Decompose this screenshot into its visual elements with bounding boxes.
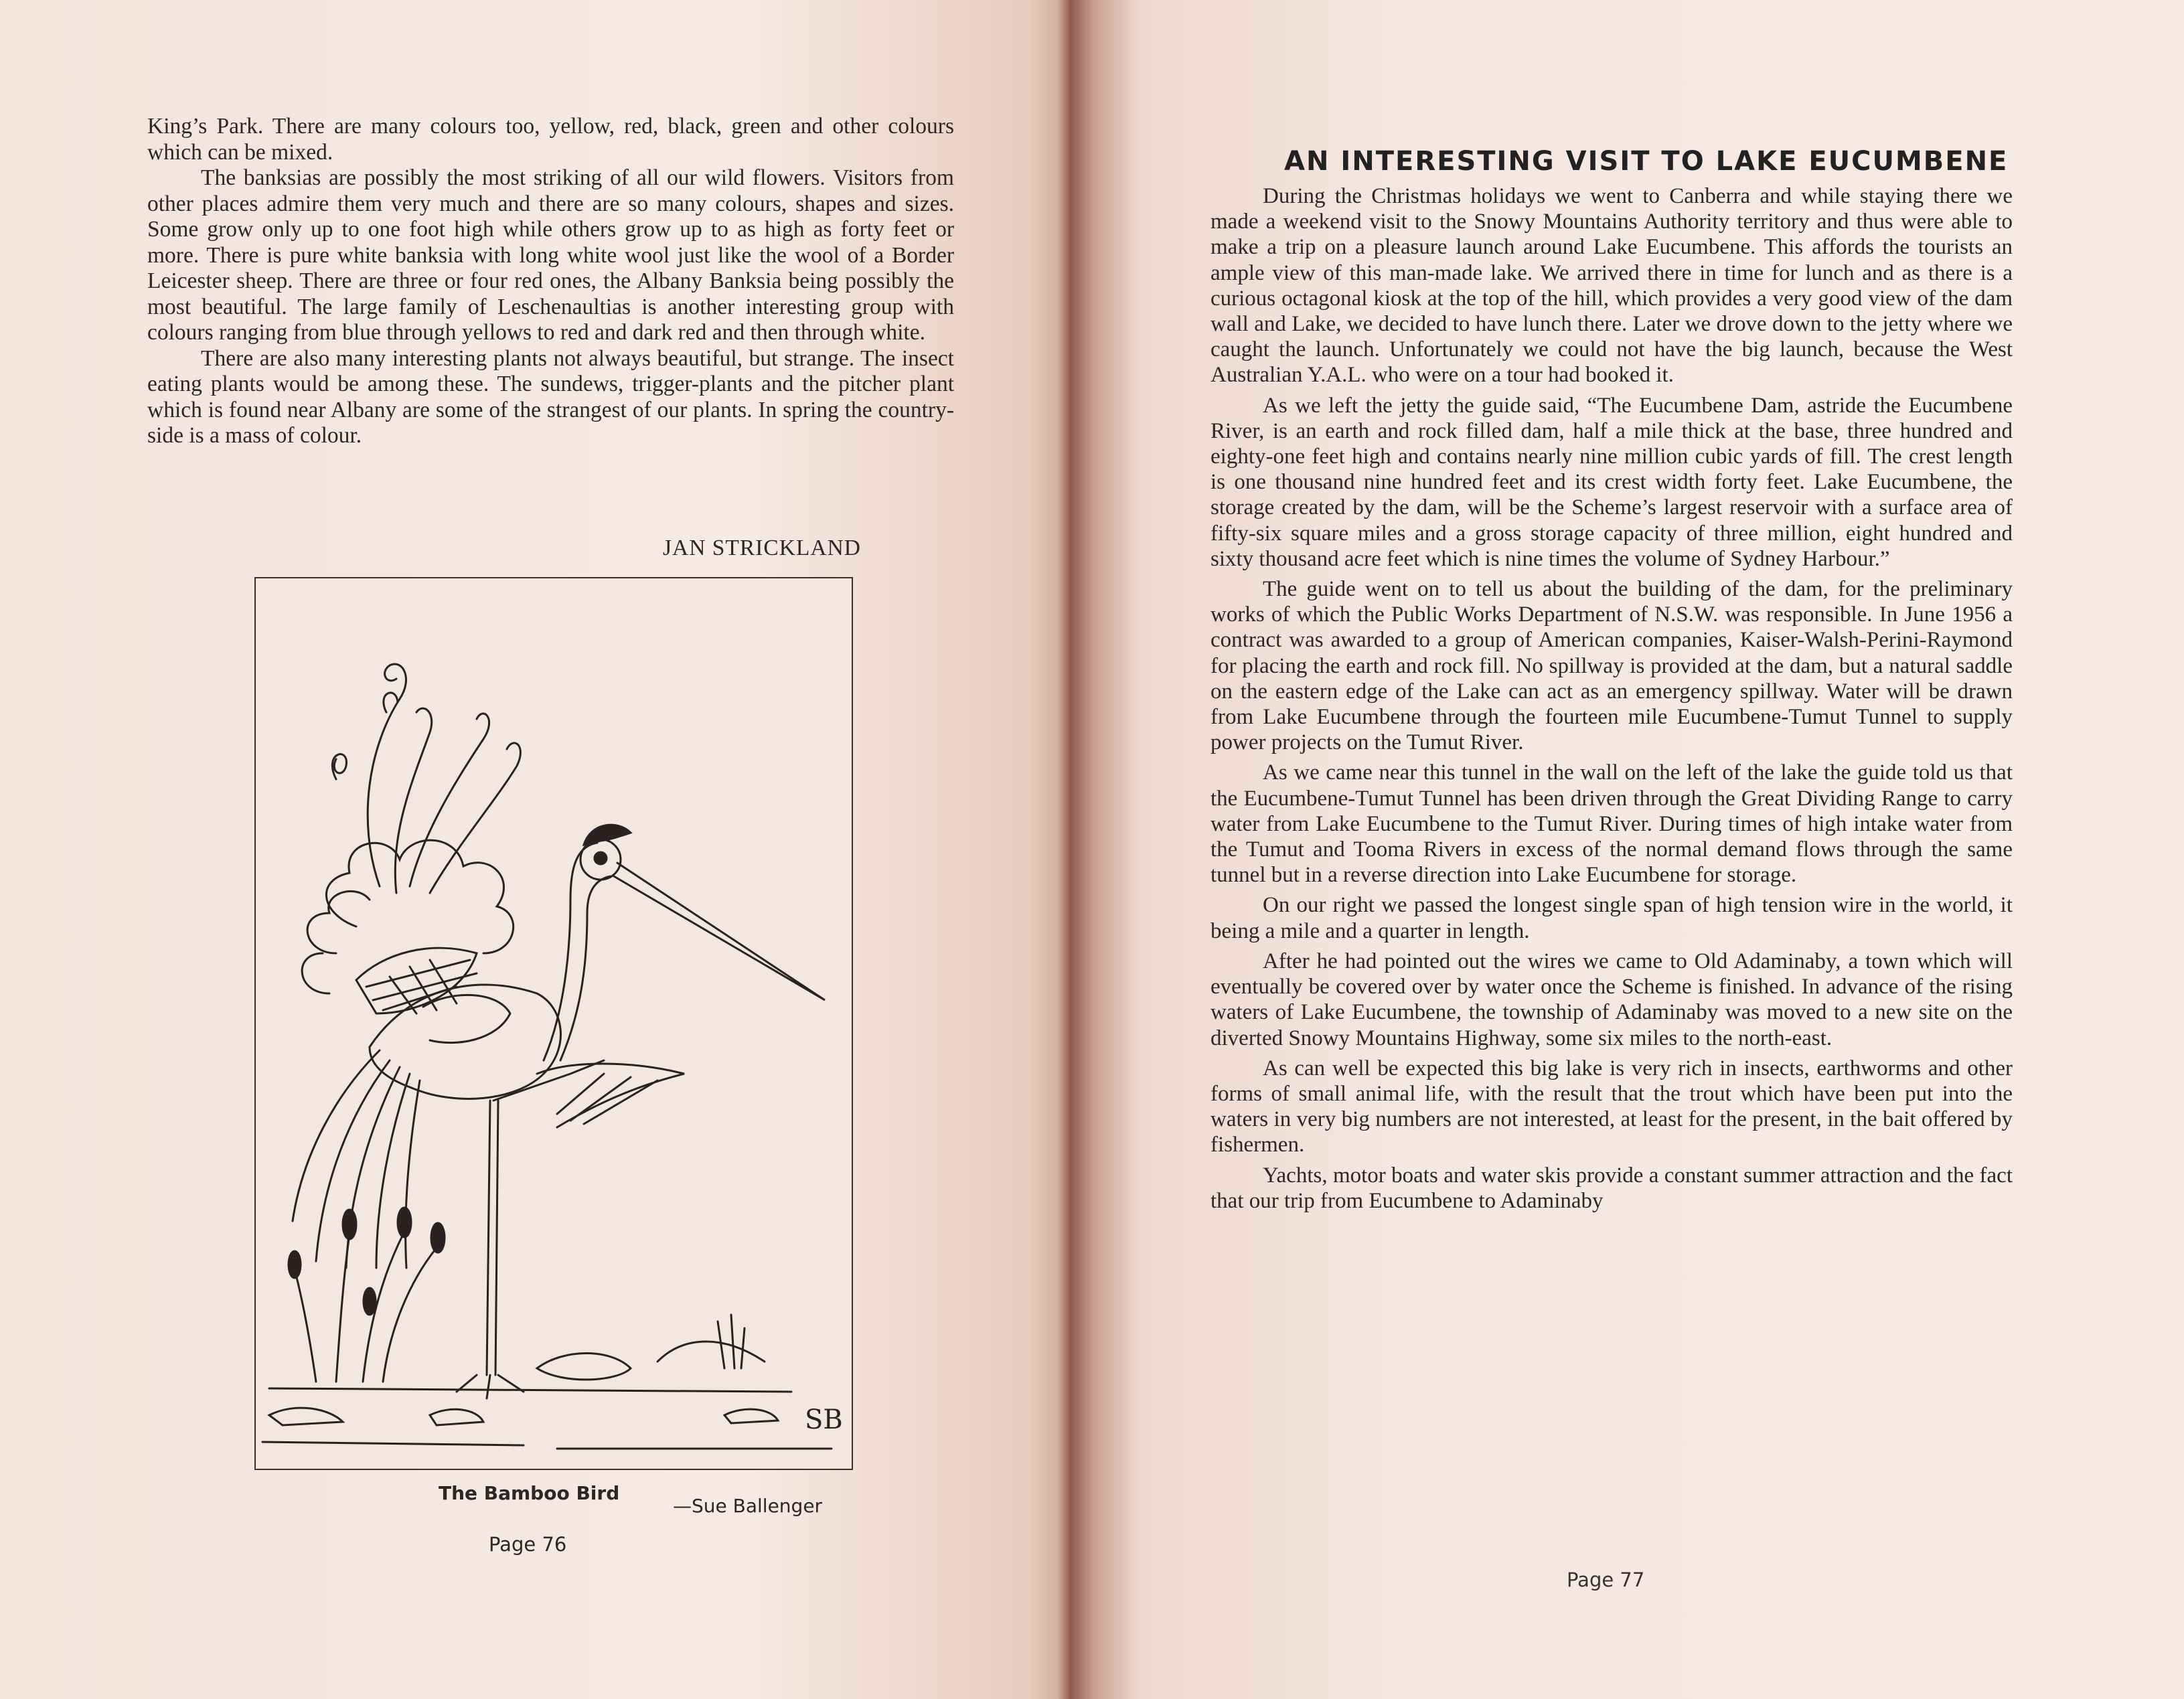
- reed-3: [383, 1248, 437, 1382]
- author-signature: JAN STRICKLAND: [663, 536, 861, 560]
- cloud-wing-base: [302, 953, 329, 993]
- bird-beak: [614, 863, 825, 1000]
- cattail-1: [343, 1210, 356, 1239]
- bird-foot: [457, 1375, 524, 1398]
- figure-credit: —Sue Ballenger: [673, 1495, 823, 1517]
- rock-middle: [430, 1409, 483, 1425]
- left-paragraph-2: The banksias are possibly the most striking of all our wild flowers. Visitors from other places admire them very much and there are so many colours, shapes and sizes. Some grow only up to one foot high while others grow up to as high as forty feet or more. There is pure white banksia with long white wool just like the wool of a Border Leicester sheep. There are three or four red ones, the Albany Banksia being possibly the most beautiful. The large family of Leschenaultias is another interesting group with colours ranging from blue through yellows to red and dark red and then through white.: [147, 165, 954, 345]
- ground-line: [269, 1388, 791, 1392]
- bird-neck-back: [560, 876, 611, 1060]
- right-paragraph-6: After he had pointed out the wires we came to Old Adaminaby, a town which will eventually be covered over by water once the Scheme is finished. In advance of the rising waters of Lake Eucumbene, the township of Adaminaby was moved to a new site on the diverted Snowy Mountains Highway, some six miles to the north-east.: [1211, 949, 2013, 1050]
- left-page-body: [147, 114, 954, 449]
- cattail-4: [289, 1251, 301, 1278]
- left-paragraph-1: King’s Park. There are many colours too, yellow, red, black, green and other colours which can be mixed.: [147, 114, 954, 165]
- bird-crest: [584, 825, 631, 845]
- figure-caption: The Bamboo Bird: [439, 1482, 620, 1504]
- bird-leg: [487, 1101, 498, 1375]
- cattail-3: [431, 1223, 445, 1252]
- bamboo-bird-drawing: [256, 578, 852, 1469]
- tail-feather-2: [346, 1067, 400, 1268]
- bird-eye: [595, 852, 607, 864]
- tail-feather-5: [293, 1050, 380, 1221]
- front-wing-lines: [557, 1074, 657, 1124]
- plume-swirl-left: [332, 754, 346, 779]
- right-paragraph-3: The guide went on to tell us about the building of the dam, for the preliminary works of which the Public Works Department of N.S.W. was responsible. In June 1956 a contract was awarded to a group of American companies, Kaiser-Walsh-Perini-Raymond for placing the earth and rock fill. No spillway is provided at the dam, but a natural saddle on the eastern edge of the Lake can act as an emergency spillway. Water will be drawn from Lake Eucumbene through the fourteen mile Eucumbene-Tumut Tunnel to supply power projects on the Tumut River.: [1211, 577, 2013, 755]
- right-paragraph-1: During the Christmas holidays we went to Canberra and while staying there we made a weekend visit to the Snowy Mountains Authority territory and thus were able to make a trip on a pleasure launch around Lake Eucumbene. This affords the tourists an ample view of this man-made lake. We arrived there in time for lunch and as there is a curious octagonal kiosk at the top of the hill, which provides a very good view of the dam wall and Lake, we decided to have lunch there. Later we drove down to the jetty where we caught the launch. Unfortunately we could not have the big launch, because the West Australian Y.A.L. who were on a tour had booked it.: [1211, 184, 2013, 388]
- right-page-body: [1211, 183, 2013, 1218]
- tail-feather-4: [406, 1080, 420, 1268]
- fan-tail: [356, 948, 477, 1014]
- page-number-right: Page 77: [1567, 1568, 1645, 1591]
- foot-rock: [537, 1354, 631, 1380]
- hill-right: [657, 1342, 765, 1362]
- plume-curl-2: [395, 708, 431, 893]
- front-wing: [537, 1064, 684, 1127]
- left-page: [0, 0, 1071, 1699]
- right-paragraph-2: As we left the jetty the guide said, “The Eucumbene Dam, astride the Eucumbene River, is an earth and rock filled dam, half a mile thick at the base, three hundred and eighty-one feet high and contains nearly nine million cubic yards of fill. The crest length is one thousand nine hundred feet and its crest width forty feet. Lake Eucumbene, the storage created by the dam, will be the Scheme’s largest reservoir with a surface area of fifty-six square miles and a gross storage capacity of three million, eight hundred and sixty thousand acre feet which is nine times the volume of Sydney Harbour.”: [1211, 393, 2013, 571]
- article-title: AN INTERESTING VISIT TO LAKE EUCUMBENE: [1284, 146, 2009, 177]
- artist-monogram: SB: [805, 1404, 843, 1435]
- plume-curl-1: [368, 664, 406, 886]
- grass-tuft: [718, 1315, 745, 1368]
- bird-raised-leg: [493, 1060, 604, 1101]
- reed-1: [336, 1234, 349, 1382]
- rock-right: [724, 1409, 778, 1423]
- left-paragraph-3: There are also many interesting plants not always beautiful, but strange. The insect eating plants would be among these. The sundews, trigger-plants and the pitcher plant which is found near Albany are some of the strangest of our plants. In spring the country-side is a mass of colour.: [147, 345, 954, 448]
- right-paragraph-8: Yachts, motor boats and water skis provide a constant summer attraction and the fact that our trip from Eucumbene to Adaminaby: [1211, 1163, 2013, 1213]
- right-paragraph-4: As we came near this tunnel in the wall on the left of the lake the guide told us that the Eucumbene-Tumut Tunnel has been driven through the Great Dividing Range to carry water from Lake Eucumbene to the Tumut River. During times of high intake water from the Tumut and Tooma Rivers in excess of the normal demand flows through the same tunnel but in a reverse direction into Lake Eucumbene for storage.: [1211, 760, 2013, 888]
- water-lines: [262, 1442, 832, 1449]
- plume-swirl-small: [384, 693, 398, 712]
- page-number-left: Page 76: [489, 1533, 567, 1556]
- plume-curl-4: [430, 743, 520, 893]
- cloud-wing-lower: [307, 891, 370, 953]
- cattail-5: [364, 1288, 376, 1315]
- right-paragraph-7: As can well be expected this big lake is very rich in insects, earthworms and other forms of small animal life, with the result that the trout which have been put into the waters in very big numbers are not interested, at least for the present, in the bait offered by fishermen.: [1211, 1056, 2013, 1157]
- reed-4: [296, 1275, 316, 1382]
- bird-wing-fold: [423, 995, 510, 1042]
- rock-left: [269, 1408, 343, 1425]
- bamboo-bird-illustration: [254, 577, 853, 1470]
- right-paragraph-5: On our right we passed the longest single span of high tension wire in the world, it being a mile and a quarter in length.: [1211, 893, 2013, 943]
- cattail-2: [398, 1208, 411, 1237]
